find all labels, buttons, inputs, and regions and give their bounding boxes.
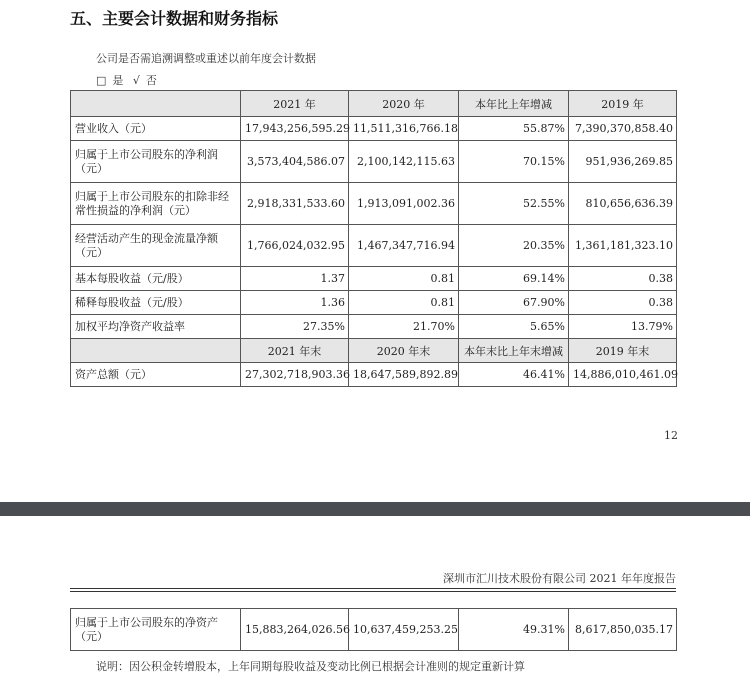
value-change: 52.55% xyxy=(459,183,569,225)
section-title: 五、主要会计数据和财务指标 xyxy=(70,9,279,28)
header-cell: 2019 年末 xyxy=(569,339,677,363)
header-cell xyxy=(71,339,241,363)
header-cell: 本年末比上年末增减 xyxy=(459,339,569,363)
table-row xyxy=(71,267,677,291)
table-row xyxy=(71,609,677,651)
row-label: 归属于上市公司股东的扣除非经常性损益的净利润（元） xyxy=(71,183,241,225)
value-2020: 0.81 xyxy=(349,291,459,315)
row-label: 稀释每股收益（元/股） xyxy=(71,291,241,315)
row-label: 基本每股收益（元/股） xyxy=(71,267,241,291)
value-2020: 21.70% xyxy=(349,315,459,339)
value-2021: 17,943,256,595.29 xyxy=(241,117,349,141)
value-2020: 0.81 xyxy=(349,267,459,291)
header-cell: 2021 年 xyxy=(241,91,349,117)
row-label: 经营活动产生的现金流量净额（元） xyxy=(71,225,241,267)
value-2019: 1,361,181,323.10 xyxy=(569,225,677,267)
value-2020: 1,467,347,716.94 xyxy=(349,225,459,267)
footnote: 说明：因公积金转增股本，上年同期每股收益及变动比例已根据会计准则的规定重新计算 xyxy=(96,660,525,673)
yes-checkbox-icon: □ xyxy=(96,74,107,87)
table-row xyxy=(71,183,677,225)
header-cell: 本年比上年增减 xyxy=(459,91,569,117)
value-2020: 10,637,459,253.25 xyxy=(349,609,459,651)
value-2021: 1,766,024,032.95 xyxy=(241,225,349,267)
net-assets-table xyxy=(70,608,677,651)
value-2021: 1.36 xyxy=(241,291,349,315)
row-label: 资产总额（元） xyxy=(71,363,241,387)
table-row xyxy=(71,291,677,315)
value-2019: 810,656,636.39 xyxy=(569,183,677,225)
table-header-row xyxy=(71,339,677,363)
value-2021: 27,302,718,903.36 xyxy=(241,363,349,387)
no-label: 否 xyxy=(145,74,157,87)
page-break-divider xyxy=(0,502,750,516)
value-2019: 13.79% xyxy=(569,315,677,339)
row-label: 归属于上市公司股东的净利润（元） xyxy=(71,141,241,183)
value-2021: 15,883,264,026.56 xyxy=(241,609,349,651)
value-change: 67.90% xyxy=(459,291,569,315)
header-cell: 2020 年末 xyxy=(349,339,459,363)
value-2019: 0.38 xyxy=(569,291,677,315)
value-2020: 1,913,091,002.36 xyxy=(349,183,459,225)
value-2019: 7,390,370,858.40 xyxy=(569,117,677,141)
value-change: 5.65% xyxy=(459,315,569,339)
restatement-choice xyxy=(96,72,163,88)
value-2020: 2,100,142,115.63 xyxy=(349,141,459,183)
value-2021: 1.37 xyxy=(241,267,349,291)
value-change: 69.14% xyxy=(459,267,569,291)
value-2019: 14,886,010,461.09 xyxy=(569,363,677,387)
value-change: 46.41% xyxy=(459,363,569,387)
table-header-row xyxy=(71,91,677,117)
value-change: 70.15% xyxy=(459,141,569,183)
financial-indicators-table xyxy=(70,90,677,387)
header-cell: 2021 年末 xyxy=(241,339,349,363)
row-label: 归属于上市公司股东的净资产（元） xyxy=(71,609,241,651)
value-2020: 18,647,589,892.89 xyxy=(349,363,459,387)
row-label: 加权平均净资产收益率 xyxy=(71,315,241,339)
header-cell: 2020 年 xyxy=(349,91,459,117)
value-change: 55.87% xyxy=(459,117,569,141)
check-mark-icon: √ xyxy=(132,74,140,87)
value-2020: 11,511,316,766.18 xyxy=(349,117,459,141)
header-rule xyxy=(70,588,676,589)
row-label: 营业收入（元） xyxy=(71,117,241,141)
value-2019: 8,617,850,035.17 xyxy=(569,609,677,651)
value-2021: 3,573,404,586.07 xyxy=(241,141,349,183)
yes-label: 是 xyxy=(112,74,124,87)
value-2019: 951,936,269.85 xyxy=(569,141,677,183)
table-row xyxy=(71,141,677,183)
table-row xyxy=(71,363,677,387)
table-row xyxy=(71,315,677,339)
report-header: 深圳市汇川技术股份有限公司 2021 年年度报告 xyxy=(443,572,676,585)
page-number: 12 xyxy=(664,429,678,442)
table-row xyxy=(71,225,677,267)
header-cell: 2019 年 xyxy=(569,91,677,117)
restatement-question: 公司是否需追溯调整或重述以前年度会计数据 xyxy=(96,52,316,65)
value-change: 49.31% xyxy=(459,609,569,651)
value-2021: 2,918,331,533.60 xyxy=(241,183,349,225)
header-cell xyxy=(71,91,241,117)
value-change: 20.35% xyxy=(459,225,569,267)
header-rule xyxy=(70,591,676,592)
value-2021: 27.35% xyxy=(241,315,349,339)
table-row xyxy=(71,117,677,141)
value-2019: 0.38 xyxy=(569,267,677,291)
